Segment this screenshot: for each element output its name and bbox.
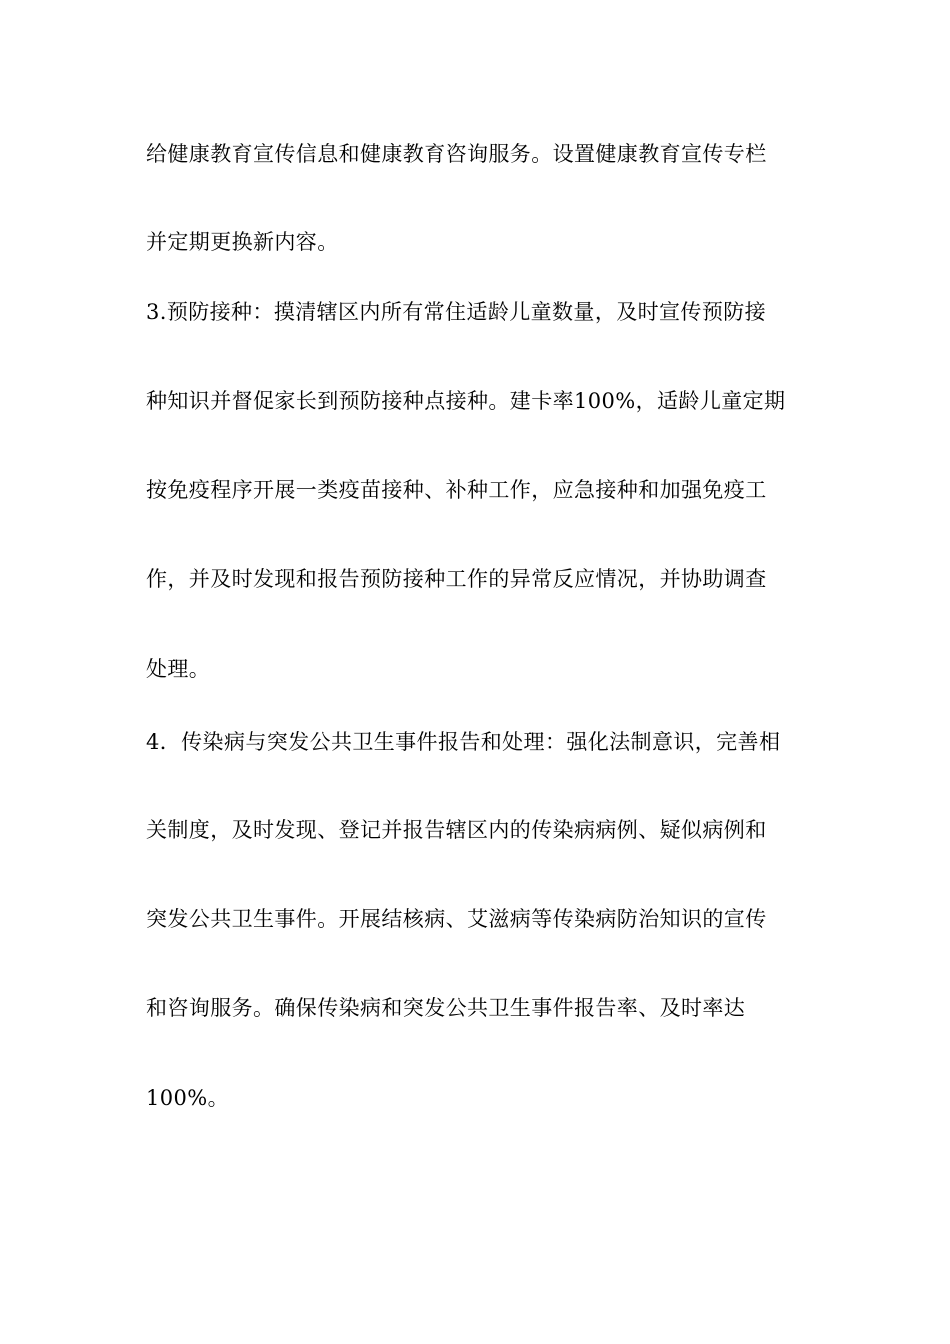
paragraph-line: 作，并及时发现和报告预防接种工作的异常反应情况，并协助调查 (146, 567, 767, 591)
paragraph-line: 种知识并督促家长到预防接种点接种。建卡率100%，适龄儿童定期 (146, 389, 786, 413)
paragraph-line: 按免疫程序开展一类疫苗接种、补种工作，应急接种和加强免疫工 (146, 478, 767, 502)
paragraph-line: 给健康教育宣传信息和健康教育咨询服务。设置健康教育宣传专栏 (146, 142, 767, 166)
paragraph-line: 4．传染病与突发公共卫生事件报告和处理：强化法制意识，完善相 (146, 730, 781, 754)
paragraph-line: 和咨询服务。确保传染病和突发公共卫生事件报告率、及时率达 (146, 996, 746, 1020)
paragraph-line: 100%。 (146, 1086, 230, 1110)
paragraph-line: 关制度，及时发现、登记并报告辖区内的传染病病例、疑似病例和 (146, 818, 767, 842)
paragraph-line: 3.预防接种：摸清辖区内所有常住适龄儿童数量，及时宣传预防接 (146, 300, 767, 324)
paragraph-line: 突发公共卫生事件。开展结核病、艾滋病等传染病防治知识的宣传 (146, 907, 767, 931)
paragraph-line: 处理。 (146, 657, 211, 681)
paragraph-line: 并定期更换新内容。 (146, 230, 339, 254)
